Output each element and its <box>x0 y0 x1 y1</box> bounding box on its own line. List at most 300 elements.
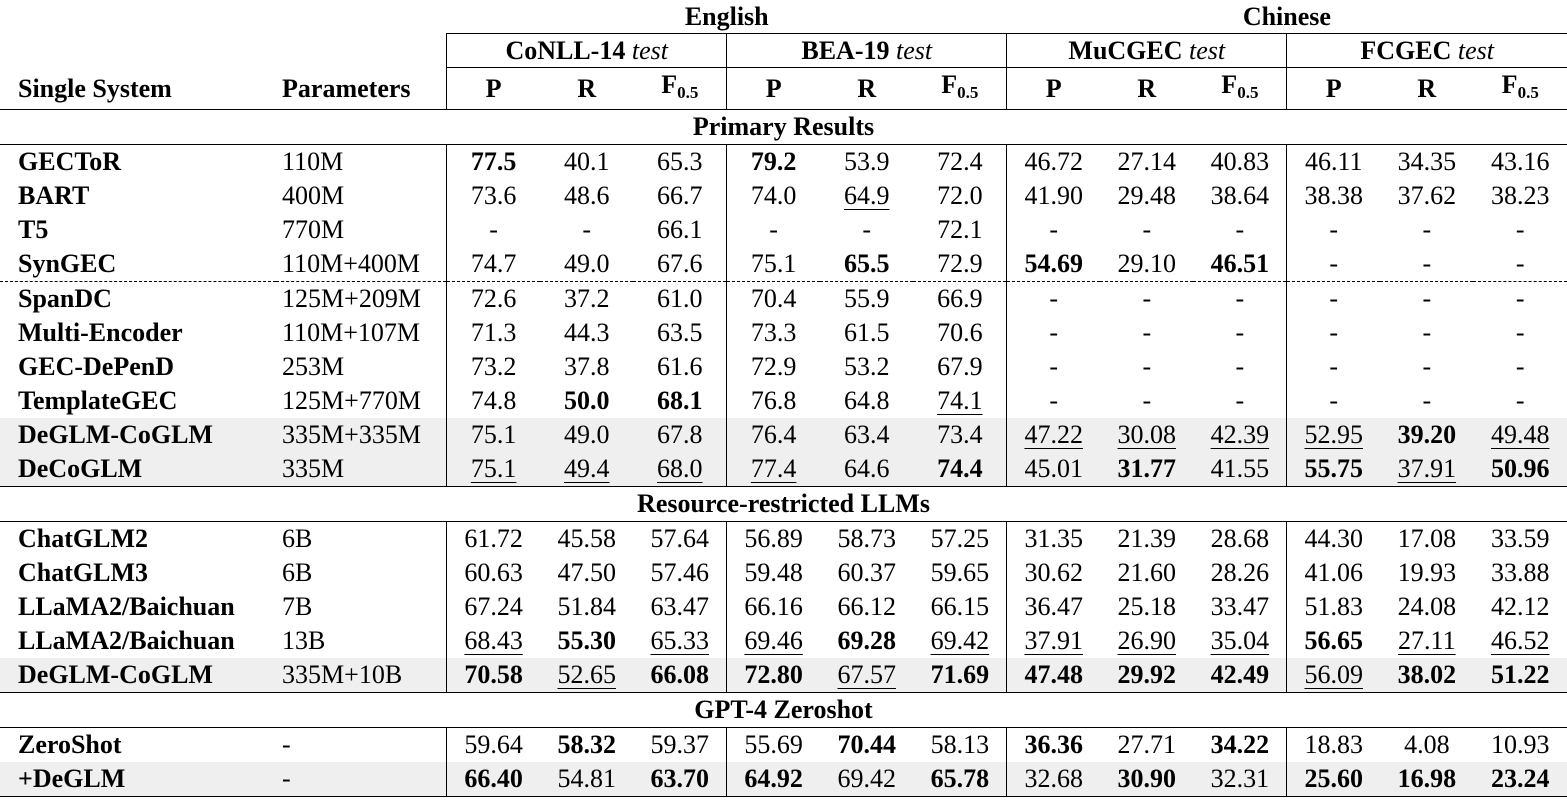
metric-cell <box>727 522 820 557</box>
metric-value: 40.1 <box>563 147 610 176</box>
metric-cell <box>820 522 913 557</box>
metric-value: 29.92 <box>1117 660 1177 689</box>
metric-value: 76.4 <box>750 420 797 449</box>
section-title: GPT-4 Zeroshot <box>0 693 1567 728</box>
metric-value: 66.15 <box>930 592 990 621</box>
metric-value: 65.33 <box>650 626 710 655</box>
metric-cell <box>447 522 540 557</box>
metric-cell <box>633 179 726 213</box>
metric-cell <box>820 145 913 180</box>
metric-cell <box>727 590 820 624</box>
metric-cell <box>540 522 633 557</box>
metric-value: 72.4 <box>937 147 983 176</box>
metric-cell <box>820 658 913 693</box>
metric-cell <box>820 247 913 282</box>
metric-value: 24.08 <box>1397 592 1457 621</box>
metric-value: 63.4 <box>843 420 890 449</box>
metric-f-subscript: 0.5 <box>1517 83 1539 102</box>
metric-cell <box>1193 213 1286 247</box>
metric-cell <box>727 213 820 247</box>
metric-value: 58.32 <box>557 730 616 759</box>
metric-cell <box>1473 247 1567 282</box>
system-name: SpanDC <box>18 284 112 313</box>
metric-cell <box>1193 556 1286 590</box>
metric-value: 37.62 <box>1397 181 1457 210</box>
metric-cell <box>820 213 913 247</box>
metric-cell <box>1287 728 1380 763</box>
metric-cell <box>1473 418 1567 452</box>
metric-f-label: F <box>1501 70 1518 99</box>
metric-value: 69.42 <box>837 764 896 793</box>
metric-cell <box>1007 624 1100 658</box>
metric-cell <box>447 179 540 213</box>
metric-cell <box>540 762 633 797</box>
metric-value: 37.2 <box>563 284 610 313</box>
metric-cell <box>913 384 1006 418</box>
table-row <box>0 522 1567 557</box>
metric-cell <box>1287 384 1380 418</box>
metric-value: 49.4 <box>563 454 610 483</box>
section-header-row <box>0 487 1567 522</box>
table-row <box>0 179 1567 213</box>
metric-value: - <box>1422 284 1432 313</box>
metric-value: - <box>1422 352 1432 381</box>
metric-cell <box>727 624 820 658</box>
metric-cell <box>1473 658 1567 693</box>
metric-value: 36.36 <box>1024 730 1083 759</box>
metric-value: 32.68 <box>1024 764 1083 793</box>
metric-cell <box>633 350 726 384</box>
metric-value: - <box>1049 215 1059 244</box>
metric-cell <box>820 316 913 350</box>
metric-value: 61.0 <box>657 284 703 313</box>
metric-value: 49.48 <box>1490 420 1550 449</box>
metric-cell <box>1473 522 1567 557</box>
metric-value: 63.70 <box>650 764 710 793</box>
metric-value: 28.68 <box>1210 524 1270 553</box>
metric-cell <box>820 452 913 487</box>
metric-cell <box>1193 145 1286 180</box>
metric-value: 46.72 <box>1024 147 1083 176</box>
metric-value: 75.1 <box>470 420 517 449</box>
metric-value: 44.30 <box>1304 524 1363 553</box>
metric-cell <box>447 247 540 282</box>
metric-cell <box>1473 145 1567 180</box>
metric-value: 19.93 <box>1397 558 1457 587</box>
metric-cell <box>1100 213 1193 247</box>
metric-cell <box>447 762 540 797</box>
metric-cell <box>633 418 726 452</box>
metric-cell <box>913 762 1006 797</box>
metric-cell <box>1380 145 1473 180</box>
metric-value: 66.12 <box>837 592 896 621</box>
parameter-count: 7B <box>282 592 313 621</box>
metric-value: 59.64 <box>464 730 523 759</box>
metric-value: 65.78 <box>930 764 990 793</box>
metric-cell <box>633 522 726 557</box>
metric-value: 73.2 <box>470 352 517 381</box>
metric-value: 61.6 <box>657 352 703 381</box>
metric-value: 59.48 <box>744 558 803 587</box>
parameter-count: 13B <box>282 626 326 655</box>
metric-value: 63.47 <box>650 592 710 621</box>
metric-value: 53.2 <box>843 352 890 381</box>
table-row <box>0 556 1567 590</box>
metric-cell <box>1380 418 1473 452</box>
metric-value: 47.50 <box>557 558 616 587</box>
metric-value: 39.20 <box>1397 420 1457 449</box>
metric-cell <box>540 282 633 317</box>
metric-value: - <box>769 215 778 244</box>
metric-value: 64.6 <box>843 454 890 483</box>
metric-value: 61.72 <box>464 524 523 553</box>
metric-value: 72.9 <box>750 352 797 381</box>
metric-value: 30.62 <box>1024 558 1083 587</box>
metric-cell <box>1287 590 1380 624</box>
metric-cell <box>1007 316 1100 350</box>
metric-value: 66.7 <box>657 181 703 210</box>
metric-value: 31.77 <box>1117 454 1177 483</box>
metric-cell <box>1473 556 1567 590</box>
metric-cell <box>1100 452 1193 487</box>
parameter-count: 335M+10B <box>276 658 447 693</box>
metric-cell <box>727 350 820 384</box>
metric-value: 57.25 <box>930 524 990 553</box>
metric-value: 59.65 <box>930 558 990 587</box>
metric-cell <box>1100 384 1193 418</box>
metric-cell <box>447 316 540 350</box>
metric-cell <box>1193 762 1286 797</box>
metric-cell <box>447 452 540 487</box>
metric-value: 47.48 <box>1024 660 1083 689</box>
metric-value: 4.08 <box>1404 730 1450 759</box>
metric-cell <box>1287 247 1380 282</box>
metric-f-subscript: 0.5 <box>677 83 699 102</box>
system-name: DeCoGLM <box>0 452 276 487</box>
metric-value: - <box>1422 386 1432 415</box>
metric-cell <box>1193 350 1286 384</box>
metric-value: 67.6 <box>657 249 703 278</box>
metric-cell <box>1380 590 1473 624</box>
metric-value: - <box>1235 284 1245 313</box>
metric-cell <box>633 624 726 658</box>
metric-value: 60.63 <box>464 558 523 587</box>
metric-value: 38.02 <box>1397 660 1457 689</box>
metric-value: 50.96 <box>1490 454 1550 483</box>
parameter-count: 125M+209M <box>282 284 421 313</box>
metric-value: 64.8 <box>843 386 890 415</box>
metric-cell <box>633 452 726 487</box>
metric-value: 68.43 <box>464 626 523 655</box>
metric-value: 70.58 <box>464 660 523 689</box>
metric-cell <box>540 418 633 452</box>
metric-value: 21.39 <box>1117 524 1177 553</box>
metric-value: 67.24 <box>464 592 523 621</box>
metric-cell <box>1287 350 1380 384</box>
metric-value: - <box>1515 318 1525 347</box>
table-row <box>0 452 1567 487</box>
metric-cell <box>727 556 820 590</box>
metric-value: - <box>1142 318 1152 347</box>
metric-cell <box>633 762 726 797</box>
metric-value: 74.7 <box>470 249 517 278</box>
metric-value: 33.47 <box>1210 592 1270 621</box>
metric-cell <box>1007 350 1100 384</box>
metric-cell <box>633 247 726 282</box>
metric-cell <box>1380 522 1473 557</box>
metric-cell <box>1007 384 1100 418</box>
metric-value: 30.90 <box>1117 764 1177 793</box>
metric-value: - <box>1049 318 1059 347</box>
metric-cell <box>1100 728 1193 763</box>
metric-value: - <box>582 215 592 244</box>
metric-value: - <box>1422 215 1432 244</box>
metric-value: 45.01 <box>1024 454 1083 483</box>
metric-cell <box>727 452 820 487</box>
parameter-count: 400M <box>282 181 345 210</box>
metric-cell <box>1193 728 1286 763</box>
system-name: ChatGLM3 <box>18 558 148 587</box>
metric-cell <box>913 179 1006 213</box>
metric-value: 72.6 <box>470 284 517 313</box>
metric-value: 67.57 <box>837 660 896 689</box>
metric-cell <box>540 145 633 180</box>
metric-value: - <box>1329 215 1339 244</box>
system-name: DeGLM-CoGLM <box>0 658 276 693</box>
metric-f-subscript: 0.5 <box>1237 83 1259 102</box>
metric-value: 51.22 <box>1490 660 1550 689</box>
metric-value: - <box>1329 249 1339 278</box>
table-row <box>0 762 1567 797</box>
metric-cell <box>1380 728 1473 763</box>
system-name: ChatGLM2 <box>18 524 148 553</box>
metric-cell <box>540 556 633 590</box>
metric-cell <box>1380 350 1473 384</box>
metric-value: 35.04 <box>1210 626 1270 655</box>
metric-cell <box>1100 590 1193 624</box>
parameter-count: 770M <box>282 215 345 244</box>
metric-value: 36.47 <box>1024 592 1083 621</box>
metric-value: 51.84 <box>557 592 616 621</box>
metric-value: 37.91 <box>1024 626 1083 655</box>
metric-cell <box>1380 556 1473 590</box>
metric-value: 68.1 <box>657 386 703 415</box>
metric-value: - <box>1235 352 1245 381</box>
header-row-dataset <box>0 34 1567 68</box>
metric-value: - <box>1049 284 1059 313</box>
metric-value: 50.0 <box>563 386 610 415</box>
metric-cell <box>1007 728 1100 763</box>
header-row-metrics <box>0 68 1567 110</box>
metric-cell <box>913 658 1006 693</box>
metric-header-f <box>633 68 726 110</box>
metric-value: 58.73 <box>837 524 896 553</box>
parameter-count: - <box>282 730 291 759</box>
metric-value: 33.59 <box>1490 524 1550 553</box>
parameter-count: 335M+335M <box>276 418 447 452</box>
metric-cell <box>447 556 540 590</box>
metric-header-p: P <box>1287 68 1380 110</box>
metric-value: 60.37 <box>837 558 896 587</box>
table-row <box>0 384 1567 418</box>
metric-value: 54.69 <box>1024 249 1083 278</box>
metric-value: 53.9 <box>843 147 890 176</box>
system-name: GECToR <box>18 147 122 176</box>
metric-value: - <box>1142 352 1152 381</box>
metric-value: 42.12 <box>1490 592 1550 621</box>
table-row <box>0 728 1567 763</box>
metric-cell <box>540 384 633 418</box>
metric-value: 63.5 <box>657 318 703 347</box>
metric-value: 56.89 <box>744 524 803 553</box>
metric-value: 38.23 <box>1490 181 1550 210</box>
metric-value: 73.6 <box>470 181 517 210</box>
metric-cell <box>540 728 633 763</box>
metric-header-r: R <box>857 74 877 103</box>
table-row <box>0 418 1567 452</box>
metric-value: - <box>1515 249 1525 278</box>
metric-value: 42.49 <box>1210 660 1270 689</box>
parameter-count: 125M+770M <box>282 386 421 415</box>
metric-cell <box>1100 556 1193 590</box>
metric-header-p: P <box>727 68 820 110</box>
metric-header-f <box>913 68 1006 110</box>
metric-header-p: P <box>447 68 540 110</box>
metric-cell <box>820 282 913 317</box>
metric-value: 56.09 <box>1304 660 1363 689</box>
metric-cell <box>727 658 820 693</box>
metric-cell <box>727 247 820 282</box>
metric-cell <box>1473 316 1567 350</box>
metric-value: 38.38 <box>1304 181 1363 210</box>
metric-value: 16.98 <box>1397 764 1457 793</box>
metric-value: 71.3 <box>470 318 517 347</box>
metric-value: - <box>1515 352 1525 381</box>
metric-value: 75.1 <box>750 249 797 278</box>
table-row <box>0 624 1567 658</box>
metric-cell <box>1007 452 1100 487</box>
metric-value: - <box>1422 249 1432 278</box>
metric-value: 70.4 <box>750 284 797 313</box>
metric-cell <box>1380 624 1473 658</box>
metric-cell <box>1380 213 1473 247</box>
metric-cell <box>633 556 726 590</box>
table-header <box>0 0 1567 110</box>
metric-value: 41.06 <box>1304 558 1363 587</box>
metric-cell <box>820 590 913 624</box>
metric-value: - <box>1235 215 1245 244</box>
metric-cell <box>727 179 820 213</box>
metric-cell <box>820 624 913 658</box>
metric-cell <box>1193 179 1286 213</box>
metric-value: 54.81 <box>557 764 616 793</box>
metric-cell <box>1193 282 1286 317</box>
parameter-count: 6B <box>282 524 313 553</box>
metric-cell <box>633 728 726 763</box>
metric-value: 27.71 <box>1117 730 1177 759</box>
metric-cell <box>1473 624 1567 658</box>
metric-value: 38.64 <box>1210 181 1270 210</box>
metric-cell <box>913 145 1006 180</box>
metric-value: 45.58 <box>557 524 616 553</box>
metric-cell <box>1100 658 1193 693</box>
metric-cell <box>1100 247 1193 282</box>
metric-cell <box>633 658 726 693</box>
metric-value: 29.10 <box>1117 249 1177 278</box>
metric-value: 27.11 <box>1398 626 1456 655</box>
metric-value: 79.2 <box>750 147 797 176</box>
metric-cell <box>540 350 633 384</box>
metric-cell <box>820 179 913 213</box>
metric-cell <box>913 213 1006 247</box>
metric-value: 49.0 <box>563 249 610 278</box>
metric-cell <box>913 522 1006 557</box>
metric-value: 40.83 <box>1210 147 1270 176</box>
metric-cell <box>540 452 633 487</box>
metric-f-label: F <box>1221 70 1238 99</box>
metric-cell <box>1100 522 1193 557</box>
metric-value: 41.90 <box>1024 181 1083 210</box>
metric-cell <box>1007 556 1100 590</box>
dataset-header-fcgec: FCGEC test <box>1287 34 1567 68</box>
metric-cell <box>1100 179 1193 213</box>
metric-cell <box>1100 145 1193 180</box>
metric-value: - <box>489 215 498 244</box>
metric-cell <box>727 418 820 452</box>
metric-cell <box>1287 282 1380 317</box>
metric-value: - <box>862 215 872 244</box>
metric-cell <box>1380 316 1473 350</box>
metric-value: 55.75 <box>1304 454 1363 483</box>
metric-value: 64.92 <box>744 764 803 793</box>
metric-value: 68.0 <box>657 454 703 483</box>
metric-cell <box>1473 350 1567 384</box>
metric-cell <box>1287 522 1380 557</box>
metric-cell <box>1007 762 1100 797</box>
metric-cell <box>1380 384 1473 418</box>
metric-cell <box>1193 658 1286 693</box>
metric-cell <box>633 316 726 350</box>
metric-value: 58.13 <box>930 730 990 759</box>
section-title: Resource-restricted LLMs <box>0 487 1567 522</box>
metric-value: 42.39 <box>1210 420 1270 449</box>
header-row-language <box>0 0 1567 34</box>
metric-cell <box>1100 316 1193 350</box>
metric-cell <box>913 624 1006 658</box>
system-name: BART <box>18 181 90 210</box>
metric-value: 55.69 <box>744 730 803 759</box>
table-row <box>0 658 1567 693</box>
metric-cell <box>1193 522 1286 557</box>
metric-value: 25.18 <box>1117 592 1177 621</box>
metric-value: 55.30 <box>557 626 616 655</box>
metric-value: - <box>1235 318 1245 347</box>
metric-header-p: P <box>1007 68 1100 110</box>
metric-cell <box>727 145 820 180</box>
metric-value: 64.9 <box>843 181 890 210</box>
metric-value: 57.46 <box>650 558 710 587</box>
metric-cell <box>1473 213 1567 247</box>
metric-cell <box>1287 624 1380 658</box>
metric-cell <box>1287 213 1380 247</box>
section-header-row <box>0 110 1567 145</box>
metric-value: - <box>1142 284 1152 313</box>
parameter-count: 110M+400M <box>276 247 447 282</box>
metric-value: 75.1 <box>470 454 517 483</box>
metric-cell <box>540 213 633 247</box>
metric-value: 57.64 <box>650 524 710 553</box>
metric-cell <box>447 213 540 247</box>
